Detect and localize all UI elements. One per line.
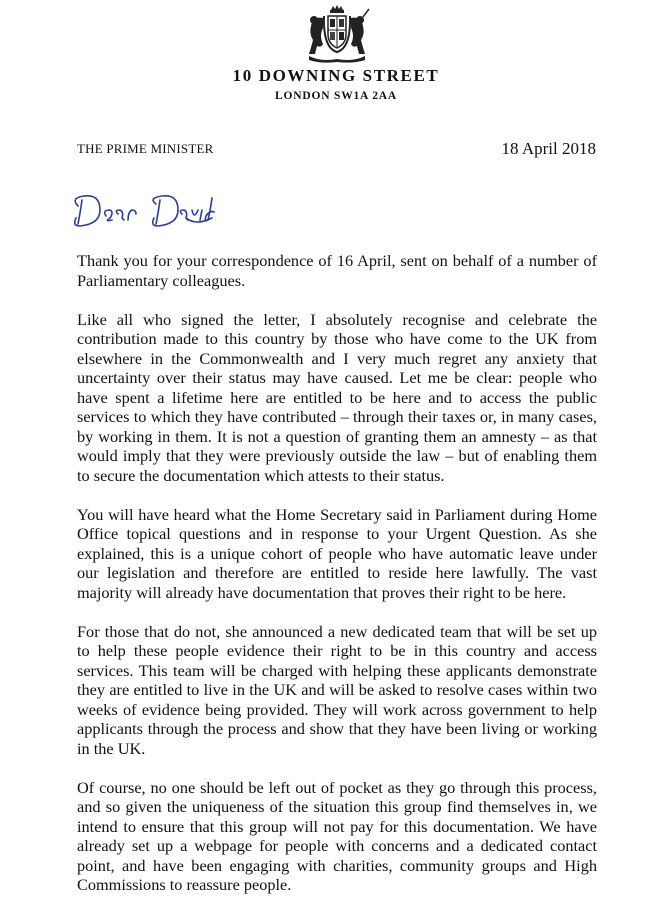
address-street: 10 DOWNING STREET (232, 66, 440, 85)
paragraph: For those that do not, she announced a new dedicated team that will be set up to help these people evidence their right to be in this country and access services. This team will be charged with helping these applicants demonstrate they are entitled to live in the UK and will be asked to resolve cases within two weeks of evidence being provided. They will work across government to help applicants through the process and show that they have been living or working in the UK. (77, 621, 597, 758)
letter-body (77, 251, 597, 914)
letter-date: 18 April 2018 (501, 139, 596, 158)
sender-title: THE PRIME MINISTER (77, 141, 214, 156)
royal-coat-of-arms-icon (301, 4, 373, 64)
address-city-postcode: LONDON SW1A 2AA (275, 90, 397, 102)
paragraph: You will have heard what the Home Secretary said in Parliament during Home Office topical questions and in response to your Urgent Question. As she explained, this is a unique cohort of people who have automatic leave under our legislation and therefore are entitled to reside here lawfully. The vast majority will already have documentation that proves their right to be here. (77, 504, 597, 602)
paragraph: Thank you for your correspondence of 16 April, sent on behalf of a number of Parliamentary colleagues. (77, 251, 597, 290)
paragraph: Of course, no one should be left out of pocket as they go through this process, and so given the uniqueness of the situation this group find themselves in, we intend to ensure that this group will not pay for this documentation. We have already set up a webpage for people with concerns and a dedicated contact point, and have been engaging with charities, community groups and High Commissions to reassure people. (77, 777, 597, 894)
handwritten-salutation (66, 188, 226, 238)
paragraph: Like all who signed the letter, I absolutely recognise and celebrate the contribution made to this country by those who have come to the UK from elsewhere in the Commonwealth and I very much regret any anxiety that uncertainty over their status may have caused. Let me be clear: people who have spent a lifetime here are entitled to be here and to access the public services to which they have contributed – through their taxes or, in many cases, by working in them. It is not a question of granting them an amnesty – as that would imply that they were previously outside the law – but of enabling them to secure the documentation which attests to their status. (77, 309, 597, 485)
